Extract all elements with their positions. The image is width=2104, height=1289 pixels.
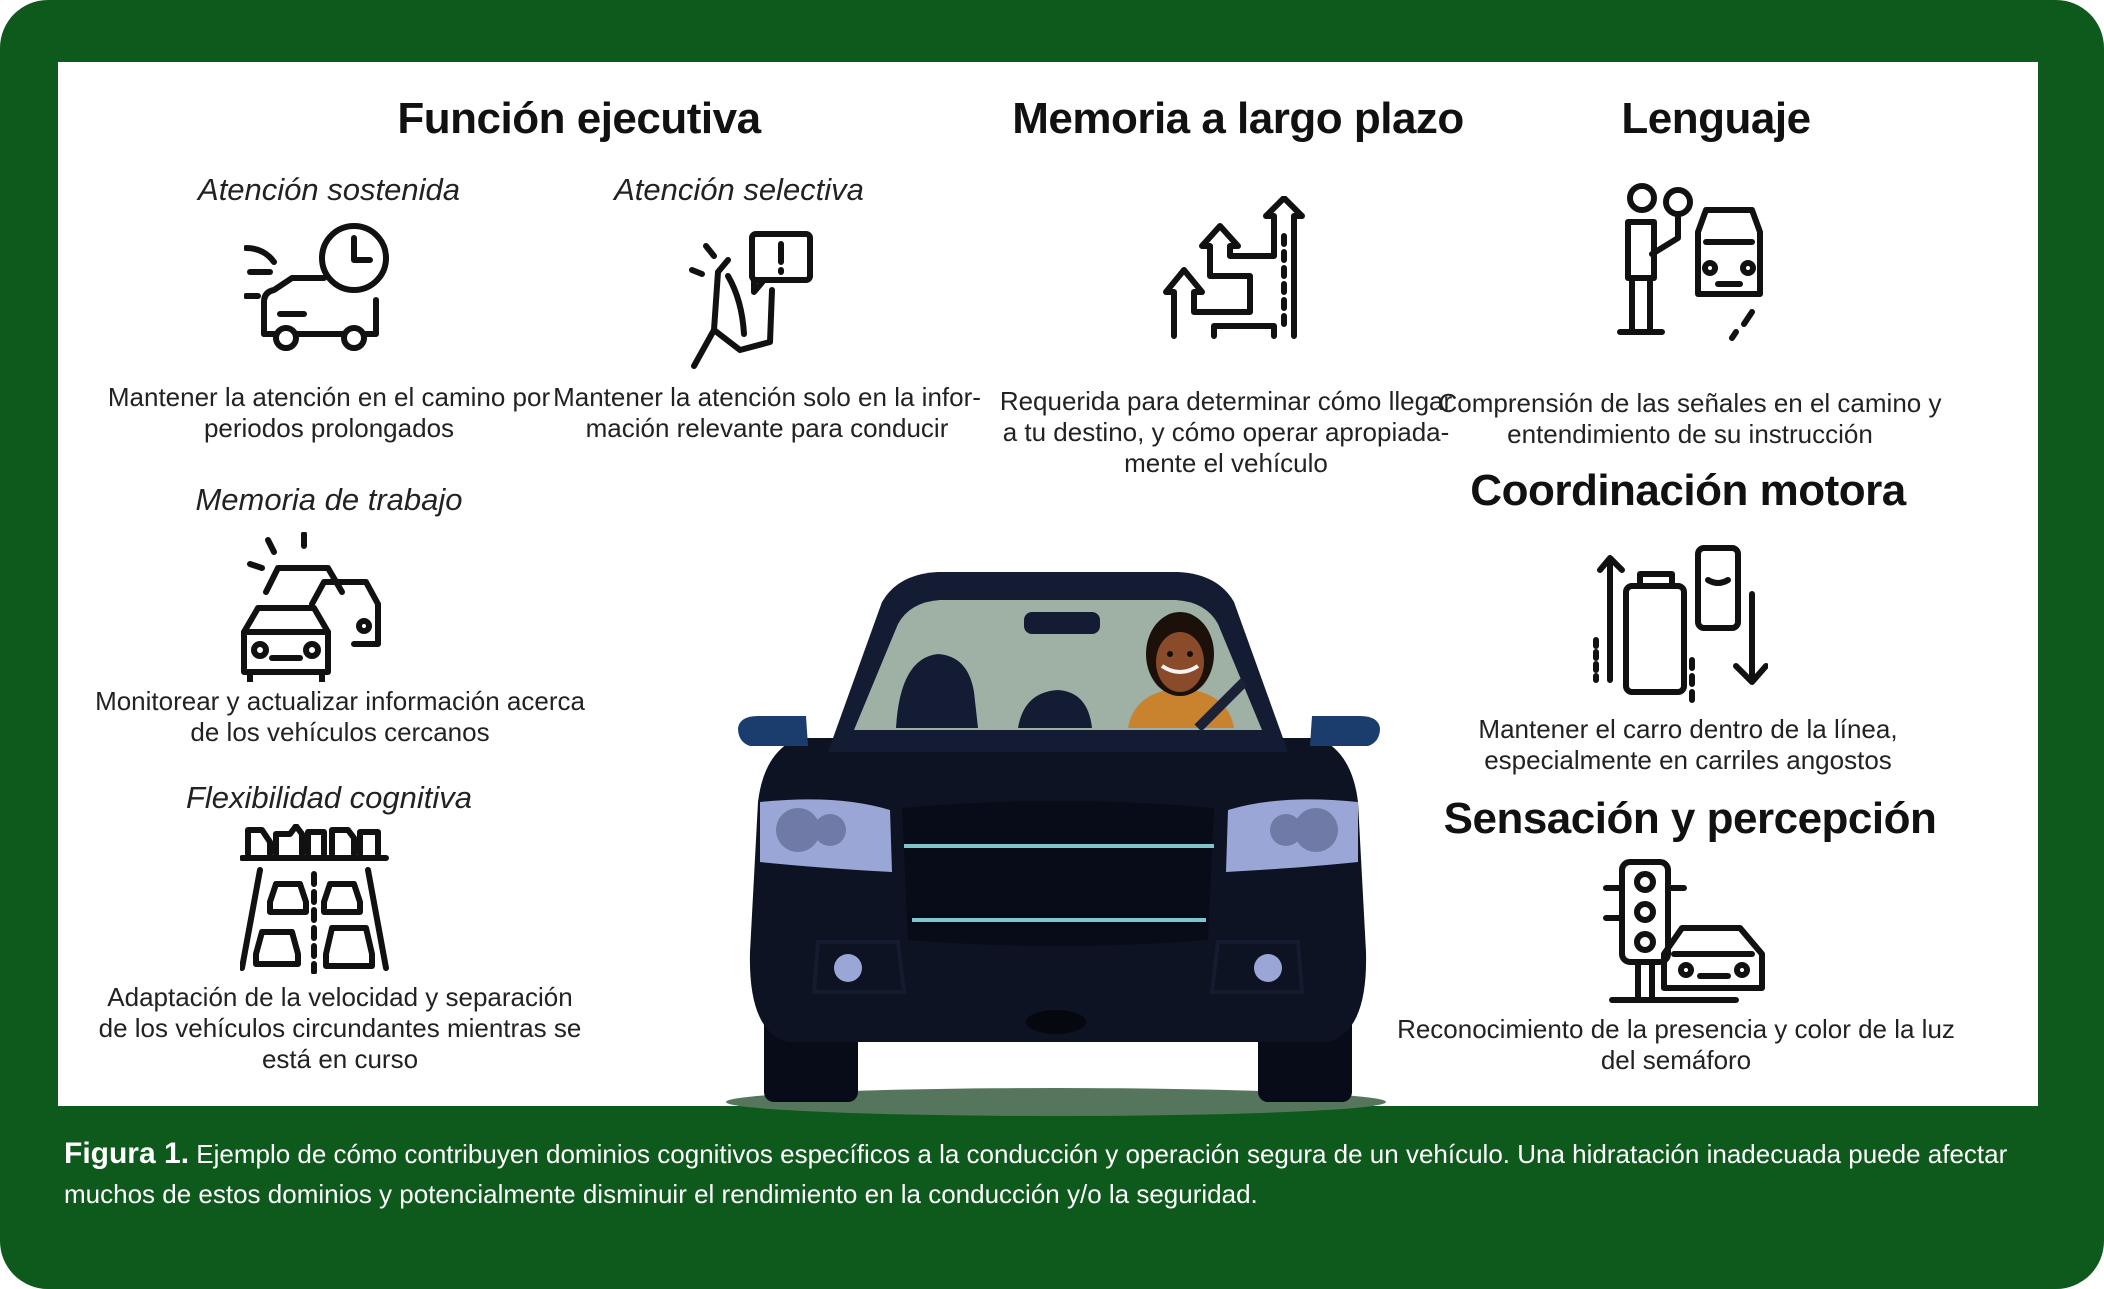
desc-line: de los vehículos cercanos xyxy=(190,717,490,747)
cars-traffic-icon xyxy=(238,532,398,682)
lane-cars-icon xyxy=(1588,540,1768,710)
desc-line: Mantener la atención en el camino por xyxy=(107,382,551,412)
item-selective-title: Atención selectiva xyxy=(614,172,864,207)
item-working-desc xyxy=(80,686,600,748)
car-driver-illustration xyxy=(668,532,1388,1132)
item-flexibility-title: Flexibilidad cognitiva xyxy=(185,780,473,815)
road-arrows-icon xyxy=(1162,196,1312,346)
desc-line: periodos prolongados xyxy=(203,413,455,443)
item-sustained-title: Atención sostenida xyxy=(198,172,460,207)
figure-caption xyxy=(64,1134,2024,1214)
item-sustained-desc xyxy=(99,382,559,444)
heading-sensation: Sensación y percepción xyxy=(1443,794,1937,843)
desc-line: Requerida para determinar cómo llegar xyxy=(999,386,1453,416)
caption-text: Ejemplo de cómo contribuyen dominios cognitivos específicos a la conducción y operación segura de un vehículo. Una hidratación inadecuada puede afectar muchos de estos dominios y potencialmente disminuir el rendimiento en la conducción y/o la seguridad. xyxy=(64,1139,2008,1209)
officer-car-icon xyxy=(1606,182,1776,342)
heading-executive: Función ejecutiva xyxy=(397,94,761,143)
item-working-title: Memoria de trabajo xyxy=(195,482,463,517)
phone-alert-icon xyxy=(684,230,814,370)
car-clock-icon xyxy=(244,222,394,362)
traffic-light-icon xyxy=(1602,858,1772,1008)
item-language-desc xyxy=(1430,388,1950,450)
heading-long-term-memory: Memoria a largo plazo xyxy=(1012,94,1464,143)
item-sensation-desc xyxy=(1396,1014,1956,1076)
item-long-term-desc xyxy=(996,386,1456,479)
desc-line: Comprensión de las señales en el camino y xyxy=(1438,388,1942,418)
desc-line: Mantener la atención solo en la infor- xyxy=(553,382,981,412)
desc-line: de los vehículos circundantes mientras se xyxy=(98,1013,582,1043)
heading-motor: Coordinación motora xyxy=(1470,466,1906,515)
item-flexibility-desc xyxy=(80,982,600,1075)
caption-label: Figura 1. xyxy=(64,1137,190,1170)
city-road-icon xyxy=(240,824,390,974)
desc-line: está en curso xyxy=(261,1044,419,1074)
desc-line: entendimiento de su instrucción xyxy=(1507,419,1873,449)
desc-line: Mantener el carro dentro de la línea, xyxy=(1478,714,1898,744)
desc-line: especialmente en carriles angostos xyxy=(1484,745,1892,775)
item-motor-desc xyxy=(1428,714,1948,776)
desc-line: Adaptación de la velocidad y separación xyxy=(107,982,573,1012)
desc-line: mación relevante para conducir xyxy=(585,413,949,443)
desc-line: Reconocimiento de la presencia y color de la luz xyxy=(1397,1014,1955,1044)
desc-line: a tu destino, y cómo operar apropiada- xyxy=(1002,417,1450,447)
heading-language: Lenguaje xyxy=(1621,94,1811,143)
item-selective-desc xyxy=(537,382,997,444)
desc-line: del semáforo xyxy=(1600,1045,1752,1075)
desc-line: mente el vehículo xyxy=(1124,448,1328,478)
desc-line: Monitorear y actualizar información acerca xyxy=(95,686,585,716)
figure-panel xyxy=(58,62,2038,1106)
